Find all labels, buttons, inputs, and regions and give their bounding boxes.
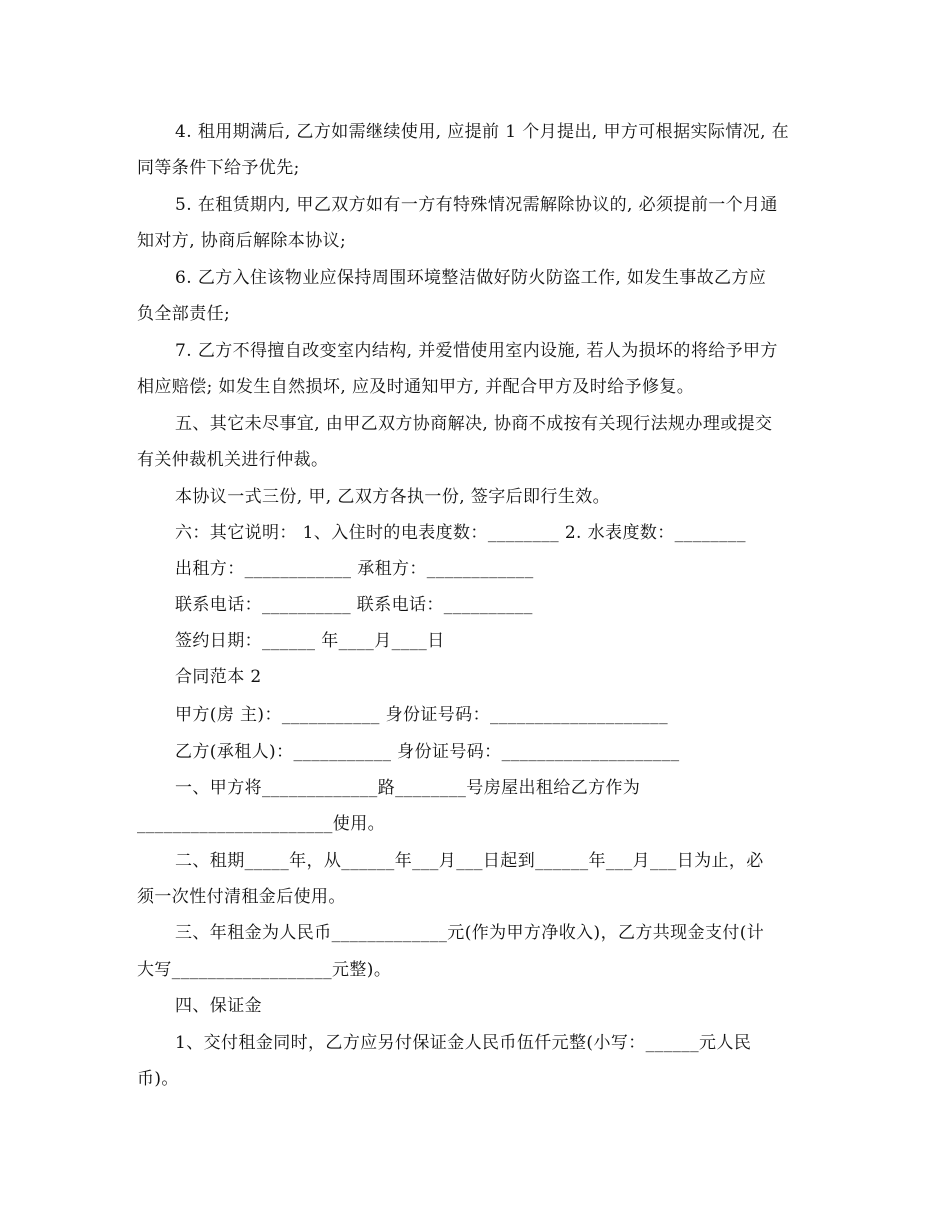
term-4-heading: 四、保证金 [175, 996, 262, 1016]
section-5-line-1: 五、其它未尽事宜, 由甲乙双方协商解决, 协商不成按有关现行法规办理或提交 [175, 414, 773, 434]
deposit-line-2: 币)。 [137, 1069, 179, 1089]
section-5-line-2: 有关仲裁机关进行仲裁。 [137, 450, 329, 470]
clause-4-line-2: 同等条件下给予优先; [137, 158, 300, 178]
term-2-line-1: 二、租期_____年，从______年___月___日起到______年___月___日为止，必 [175, 851, 764, 871]
clause-7-line-2: 相应赔偿; 如发生自然损坏, 应及时通知甲方, 并配合甲方及时给予修复。 [137, 377, 695, 397]
clause-6-line-2: 负全部责任; [137, 304, 231, 324]
term-3-line-2: 大写__________________元整)。 [137, 960, 392, 980]
agreement-copies-line: 本协议一式三份, 甲, 乙双方各执一份, 签字后即行生效。 [175, 487, 611, 507]
deposit-line-1: 1、交付租金同时，乙方应另付保证金人民币伍仟元整(小写：______元人民 [175, 1033, 752, 1053]
template-2-heading: 合同范本 2 [175, 667, 262, 687]
parties-line: 出租方：____________ 承租方：____________ [175, 559, 534, 579]
clause-7-line-1: 7. 乙方不得擅自改变室内结构, 并爱惜使用室内设施, 若人为损坏的将给予甲方 [175, 341, 778, 361]
party-b-line: 乙方(承租人)：___________ 身份证号码：____________________ [175, 742, 680, 762]
clause-5-line-2: 知对方, 协商后解除本协议; [137, 231, 347, 251]
clause-4-line-1: 4. 租用期满后, 乙方如需继续使用, 应提前 1 个月提出, 甲方可根据实际情况, 在 [175, 122, 790, 142]
phone-line: 联系电话：__________ 联系电话：__________ [175, 595, 533, 615]
term-2-line-2: 须一次性付清租金后使用。 [137, 887, 346, 907]
clause-6-line-1: 6. 乙方入住该物业应保持周围环境整洁做好防火防盗工作, 如发生事故乙方应 [175, 268, 767, 288]
clause-5-line-1: 5. 在租赁期内, 甲乙双方如有一方有特殊情况需解除协议的, 必须提前一个月通 [175, 195, 778, 215]
term-1-line-2: ______________________使用。 [137, 814, 385, 834]
other-notes-line: 六：其它说明： 1、入住时的电表度数：________ 2. 水表度数：________ [175, 523, 746, 543]
party-a-line: 甲方(房 主)：___________ 身份证号码：____________________ [175, 705, 668, 725]
term-3-line-1: 三、年租金为人民币_____________元(作为甲方净收入)，乙方共现金支付(计 [175, 923, 765, 943]
signing-date-line: 签约日期：______ 年____月____日 [175, 631, 445, 651]
term-1-line-1: 一、甲方将_____________路________号房屋出租给乙方作为 [175, 778, 641, 798]
